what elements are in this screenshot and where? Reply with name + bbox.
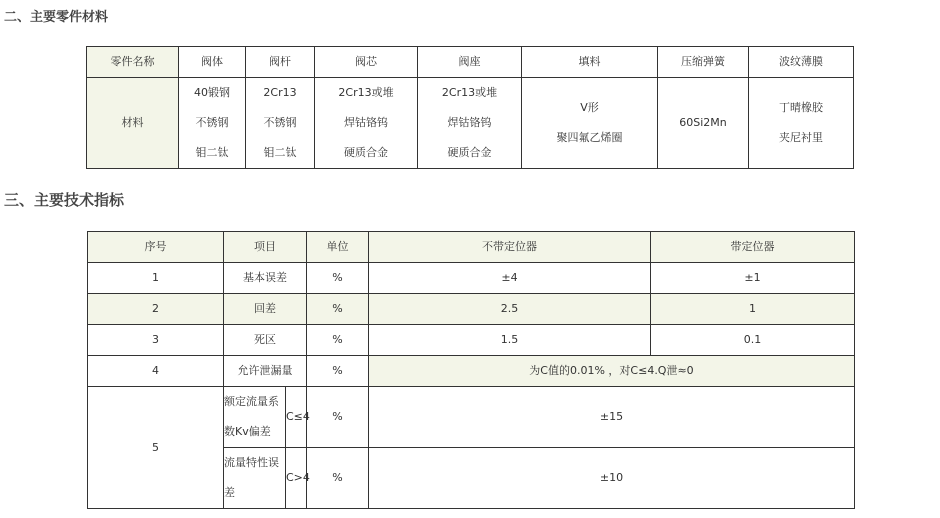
row-item: 回差: [224, 294, 307, 325]
materials-header-row: [87, 47, 854, 78]
row-with: 1: [651, 294, 855, 325]
row-item: 死区: [224, 325, 307, 356]
row-without: 2.5: [369, 294, 651, 325]
row-no: 3: [88, 325, 224, 356]
table-row: [88, 294, 855, 325]
header-packing: 填料: [522, 47, 658, 78]
header-diaphragm: 波纹薄膜: [749, 47, 854, 78]
row-item-flow-characteristic: 流量特性误差: [224, 448, 286, 509]
table-row: [88, 263, 855, 294]
cell-line: 不锈钢: [263, 116, 297, 129]
header-without-positioner: 不带定位器: [369, 232, 651, 263]
materials-data-row: [87, 78, 854, 169]
cell-line: 聚四氟乙烯圈: [556, 131, 623, 144]
row-item: 允许泄漏量: [224, 356, 307, 387]
table-row: [88, 387, 855, 448]
row-condition: C>4: [286, 448, 307, 509]
table-row: [88, 325, 855, 356]
row-no: 5: [88, 387, 224, 509]
header-with-positioner: 带定位器: [651, 232, 855, 263]
specs-header-row: [88, 232, 855, 263]
materials-table: [86, 46, 854, 169]
row-item-kv-deviation: 额定流量系数Kv偏差: [224, 387, 286, 448]
row-with: ±1: [651, 263, 855, 294]
row-unit: %: [307, 356, 369, 387]
row-no: 2: [88, 294, 224, 325]
cell-diaphragm: [749, 78, 854, 169]
row-condition: C≤4: [286, 387, 307, 448]
row-unit: %: [307, 294, 369, 325]
section-title-specs: 三、主要技术指标: [4, 191, 125, 209]
cell-line: 40锻钢: [194, 86, 230, 99]
header-valve-stem: 阀杆: [246, 47, 315, 78]
cell-line: 丁晴橡胶: [779, 101, 823, 114]
cell-valve-seat: [418, 78, 522, 169]
row-unit: %: [307, 325, 369, 356]
table-row: [88, 356, 855, 387]
row-unit: %: [307, 387, 369, 448]
row-unit: %: [307, 448, 369, 509]
row-no: 4: [88, 356, 224, 387]
row-merged-value: ±10: [369, 448, 855, 509]
cell-line: 焊钴铬钨: [447, 116, 492, 129]
cell-line: 硬质合金: [344, 146, 388, 159]
row-merged-value: 为C值的0.01% ，对C≤4.Q泄≈0: [369, 356, 855, 387]
header-valve-core: 阀芯: [315, 47, 418, 78]
cell-line: 硬质合金: [447, 146, 492, 159]
specs-table: [87, 231, 855, 509]
cell-line: 夹尼衬里: [779, 131, 823, 144]
cell-line: 2Cr13或堆: [338, 86, 394, 99]
header-part-name: 零件名称: [87, 47, 179, 78]
cell-spring: [658, 78, 749, 169]
cell-line: 不锈钢: [195, 116, 229, 129]
row-merged-value: ±15: [369, 387, 855, 448]
cell-valve-core: [315, 78, 418, 169]
cell-line: 焊钴铬钨: [344, 116, 388, 129]
section-title-materials: 二、主要零件材料: [4, 10, 109, 25]
header-seq: 序号: [88, 232, 224, 263]
header-valve-seat: 阀座: [418, 47, 522, 78]
cell-line: 60Si2Mn: [679, 116, 727, 129]
cell-line: 2Cr13或堆: [441, 86, 498, 99]
header-item: 项目: [224, 232, 307, 263]
row-unit: %: [307, 263, 369, 294]
cell-line: 2Cr13: [263, 86, 297, 99]
cell-valve-stem: [246, 78, 315, 169]
cell-line: V形: [580, 101, 599, 114]
cell-line: 钼二钛: [195, 146, 229, 159]
row-item: 基本误差: [224, 263, 307, 294]
cell-valve-body: [179, 78, 246, 169]
header-valve-body: 阀体: [179, 47, 246, 78]
row-without: ±4: [369, 263, 651, 294]
cell-line: 钼二钛: [263, 146, 297, 159]
cell-packing: [522, 78, 658, 169]
row-no: 1: [88, 263, 224, 294]
row-with: 0.1: [651, 325, 855, 356]
header-spring: 压缩弹簧: [658, 47, 749, 78]
row-without: 1.5: [369, 325, 651, 356]
row-label-material: 材料: [87, 78, 179, 169]
header-unit: 单位: [307, 232, 369, 263]
